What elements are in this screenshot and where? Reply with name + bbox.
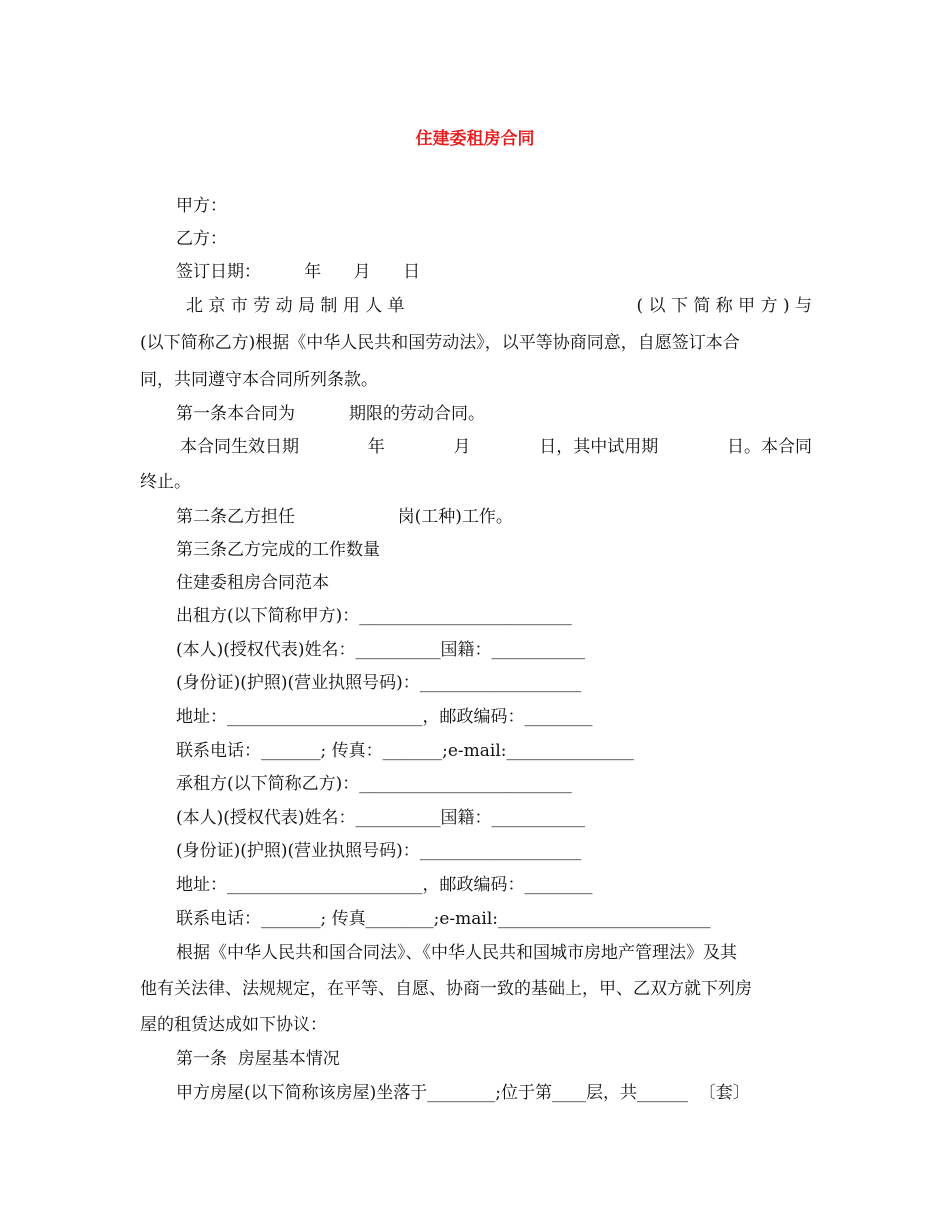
form-line: 联系电话：_______; 传真________;e-mail:_________________________: [176, 909, 711, 929]
article-3: 第三条乙方完成的工作数量: [176, 540, 380, 560]
paragraph-3-line-3: 屋的租赁达成如下协议：: [140, 1015, 327, 1035]
paragraph-3-line-2: [140, 978, 812, 1000]
form-line: 地址：_______________________，邮政编码：________: [176, 707, 593, 727]
article-house: 第一条 房屋基本情况: [176, 1049, 340, 1069]
paragraph-1-line-1: [186, 295, 812, 317]
party-b-line: 乙方：: [176, 229, 227, 249]
subtitle: 住建委租房合同范本: [176, 573, 329, 593]
year-label: 年: [367, 437, 385, 457]
document-title: 住建委租房合同: [415, 129, 535, 149]
sign-date-line: 签订日期： 年 月 日: [176, 262, 421, 282]
paragraph-3-line-1: [176, 942, 812, 964]
contract-end-label: 日。本合同: [727, 437, 812, 457]
form-line: (身份证)(护照)(营业执照号码)：___________________: [176, 673, 582, 693]
form-line: (本人)(授权代表)姓名：__________国籍：___________: [176, 640, 586, 660]
paragraph-2-line-1: [180, 436, 812, 458]
form-line: (身份证)(护照)(营业执照号码)：___________________: [176, 841, 582, 861]
article-2: 第二条乙方担任 岗(工种)工作。: [176, 507, 513, 527]
effective-date-label: 本合同生效日期: [180, 437, 299, 457]
paragraph-3-text-1: 根据《中华人民共和国合同法》、《中华人民共和国城市房地产管理法》及其: [176, 943, 737, 963]
form-line: 出租方(以下简称甲方)：_________________________: [176, 606, 572, 626]
paragraph-1-line-2: [140, 332, 812, 354]
party-a-line: 甲方：: [176, 196, 227, 216]
paragraph-1-left: 北 京 市 劳 动 局 制 用 人 单: [186, 296, 405, 316]
form-line: (本人)(授权代表)姓名：__________国籍：___________: [176, 808, 586, 828]
form-line: 地址：_______________________，邮政编码：________: [176, 875, 593, 895]
month-label: 月: [453, 437, 471, 457]
form-line: 联系电话：_______; 传真：_______;e-mail:_______________: [176, 741, 635, 761]
house-location-line: 甲方房屋(以下简称该房屋)坐落于________;位于第____层，共______ 〔套〕: [176, 1083, 750, 1103]
probation-label: 日，其中试用期: [539, 437, 659, 457]
paragraph-1-line-3: 同，共同遵守本合同所列条款。: [140, 370, 378, 390]
paragraph-2-line-2: 终止。: [140, 472, 191, 492]
paragraph-1-text-2: (以下简称乙方)根据《中华人民共和国劳动法》，以平等协商同意，自愿签订本合: [140, 333, 740, 353]
paragraph-1-right: ( 以 下 简 称 甲 方 ) 与: [636, 296, 812, 316]
form-line: 承租方(以下简称乙方)：_________________________: [176, 774, 572, 794]
paragraph-3-text-2: 他有关法律、法规规定，在平等、自愿、协商一致的基础上，甲、乙双方就下列房: [140, 979, 752, 999]
article-1: 第一条本合同为 期限的劳动合同。: [176, 404, 486, 424]
